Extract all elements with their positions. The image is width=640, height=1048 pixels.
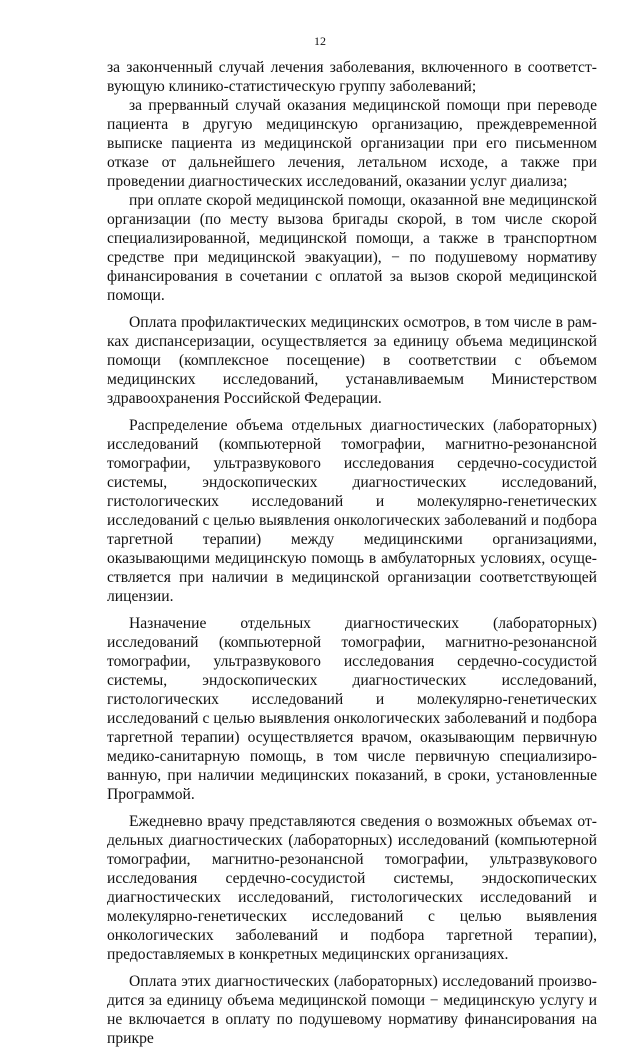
paragraph-preventive-exams: Оплата профилактических медицинских осмотров, в том числе в рамках диспансеризации, осуществляется за единицу объема медицинской помощи (комплексное посещение) в соответствии с объемом медицинских исследований, устанавливаемым Министерством здравоохранения Российской Федерации. xyxy=(107,314,597,407)
paragraph-emergency-care-payment: при оплате скорой медицинской помощи, оказанной вне медицинской организации (по месту вызова бригады скорой, в том числе скорой специализированной, медицинской помощи, а также в транспортном средстве при медицинской эвакуации), − по подушевому нормативу финансирования в сочетании с оплатой за вызов скорой медицинской помощи. xyxy=(107,192,597,304)
document-body xyxy=(107,58,597,1048)
paragraph-diagnostic-distribution: Распределение объема отдельных диагностических (лабораторных) исследований (компьютерной томографии, магнитно-резонансной томографии, ультразвукового исследования сердечно-сосудистой системы, эндоскопических диагностических исследований, гистологических исследований и молекулярно-генетических исследований с целью выявления онкологических заболеваний и подбора таргетной терапии) между медицинскими организациями, оказывающими медицинскую помощь в амбулаторных условиях, осуществляется при наличии в медицинской организации соответствующей лицензии. xyxy=(107,417,597,605)
page-number: 12 xyxy=(314,34,326,48)
paragraph-diagnostic-assignment: Назначение отдельных диагностических (лабораторных) исследований (компьютерной томографии, магнитно-резонансной томографии, ультразвукового исследования сердечно-сосудистой системы, эндоскопических диагностических исследований, гистологических исследований и молекулярно-генетических исследований с целью выявления онкологических заболеваний и подбора таргетной терапии) осуществляется врачом, оказывающим первичную медико-санитарную помощь, в том числе первичную специализированную, при наличии медицинских показаний, в сроки, установленные Программой. xyxy=(107,615,597,803)
paragraph-completed-case: за законченный случай лечения заболевания, включенного в соответствующую клинико-статистическую группу заболеваний; xyxy=(107,59,597,95)
paragraph-daily-information: Ежедневно врачу представляются сведения о возможных объемах отдельных диагностических (лабораторных) исследований (компьютерной томографии, магнитно-резонансной томографии, ультразвукового исследования сердечно-сосудистой системы, эндоскопических диагностических исследований, гистологических исследований и молекулярно-генетических исследований с целью выявления онкологических заболеваний и подбора таргетной терапии), предоставляемых в конкретных медицинских организациях. xyxy=(107,813,597,963)
paragraph-interrupted-case: за прерванный случай оказания медицинской помощи при переводе пациента в другую медицинскую организацию, преждевременной выписке пациента из медицинской организации при его письменном отказе от дальнейшего лечения, летальном исходе, а также при проведении диагностических исследований, оказании услуг диализа; xyxy=(107,97,597,190)
paragraph-diagnostic-payment: Оплата этих диагностических (лабораторных) исследований производится за единицу объема медицинской помощи − медицинскую услугу и не включается в оплату по подушевому нормативу финансирования на прикре xyxy=(107,973,597,1047)
